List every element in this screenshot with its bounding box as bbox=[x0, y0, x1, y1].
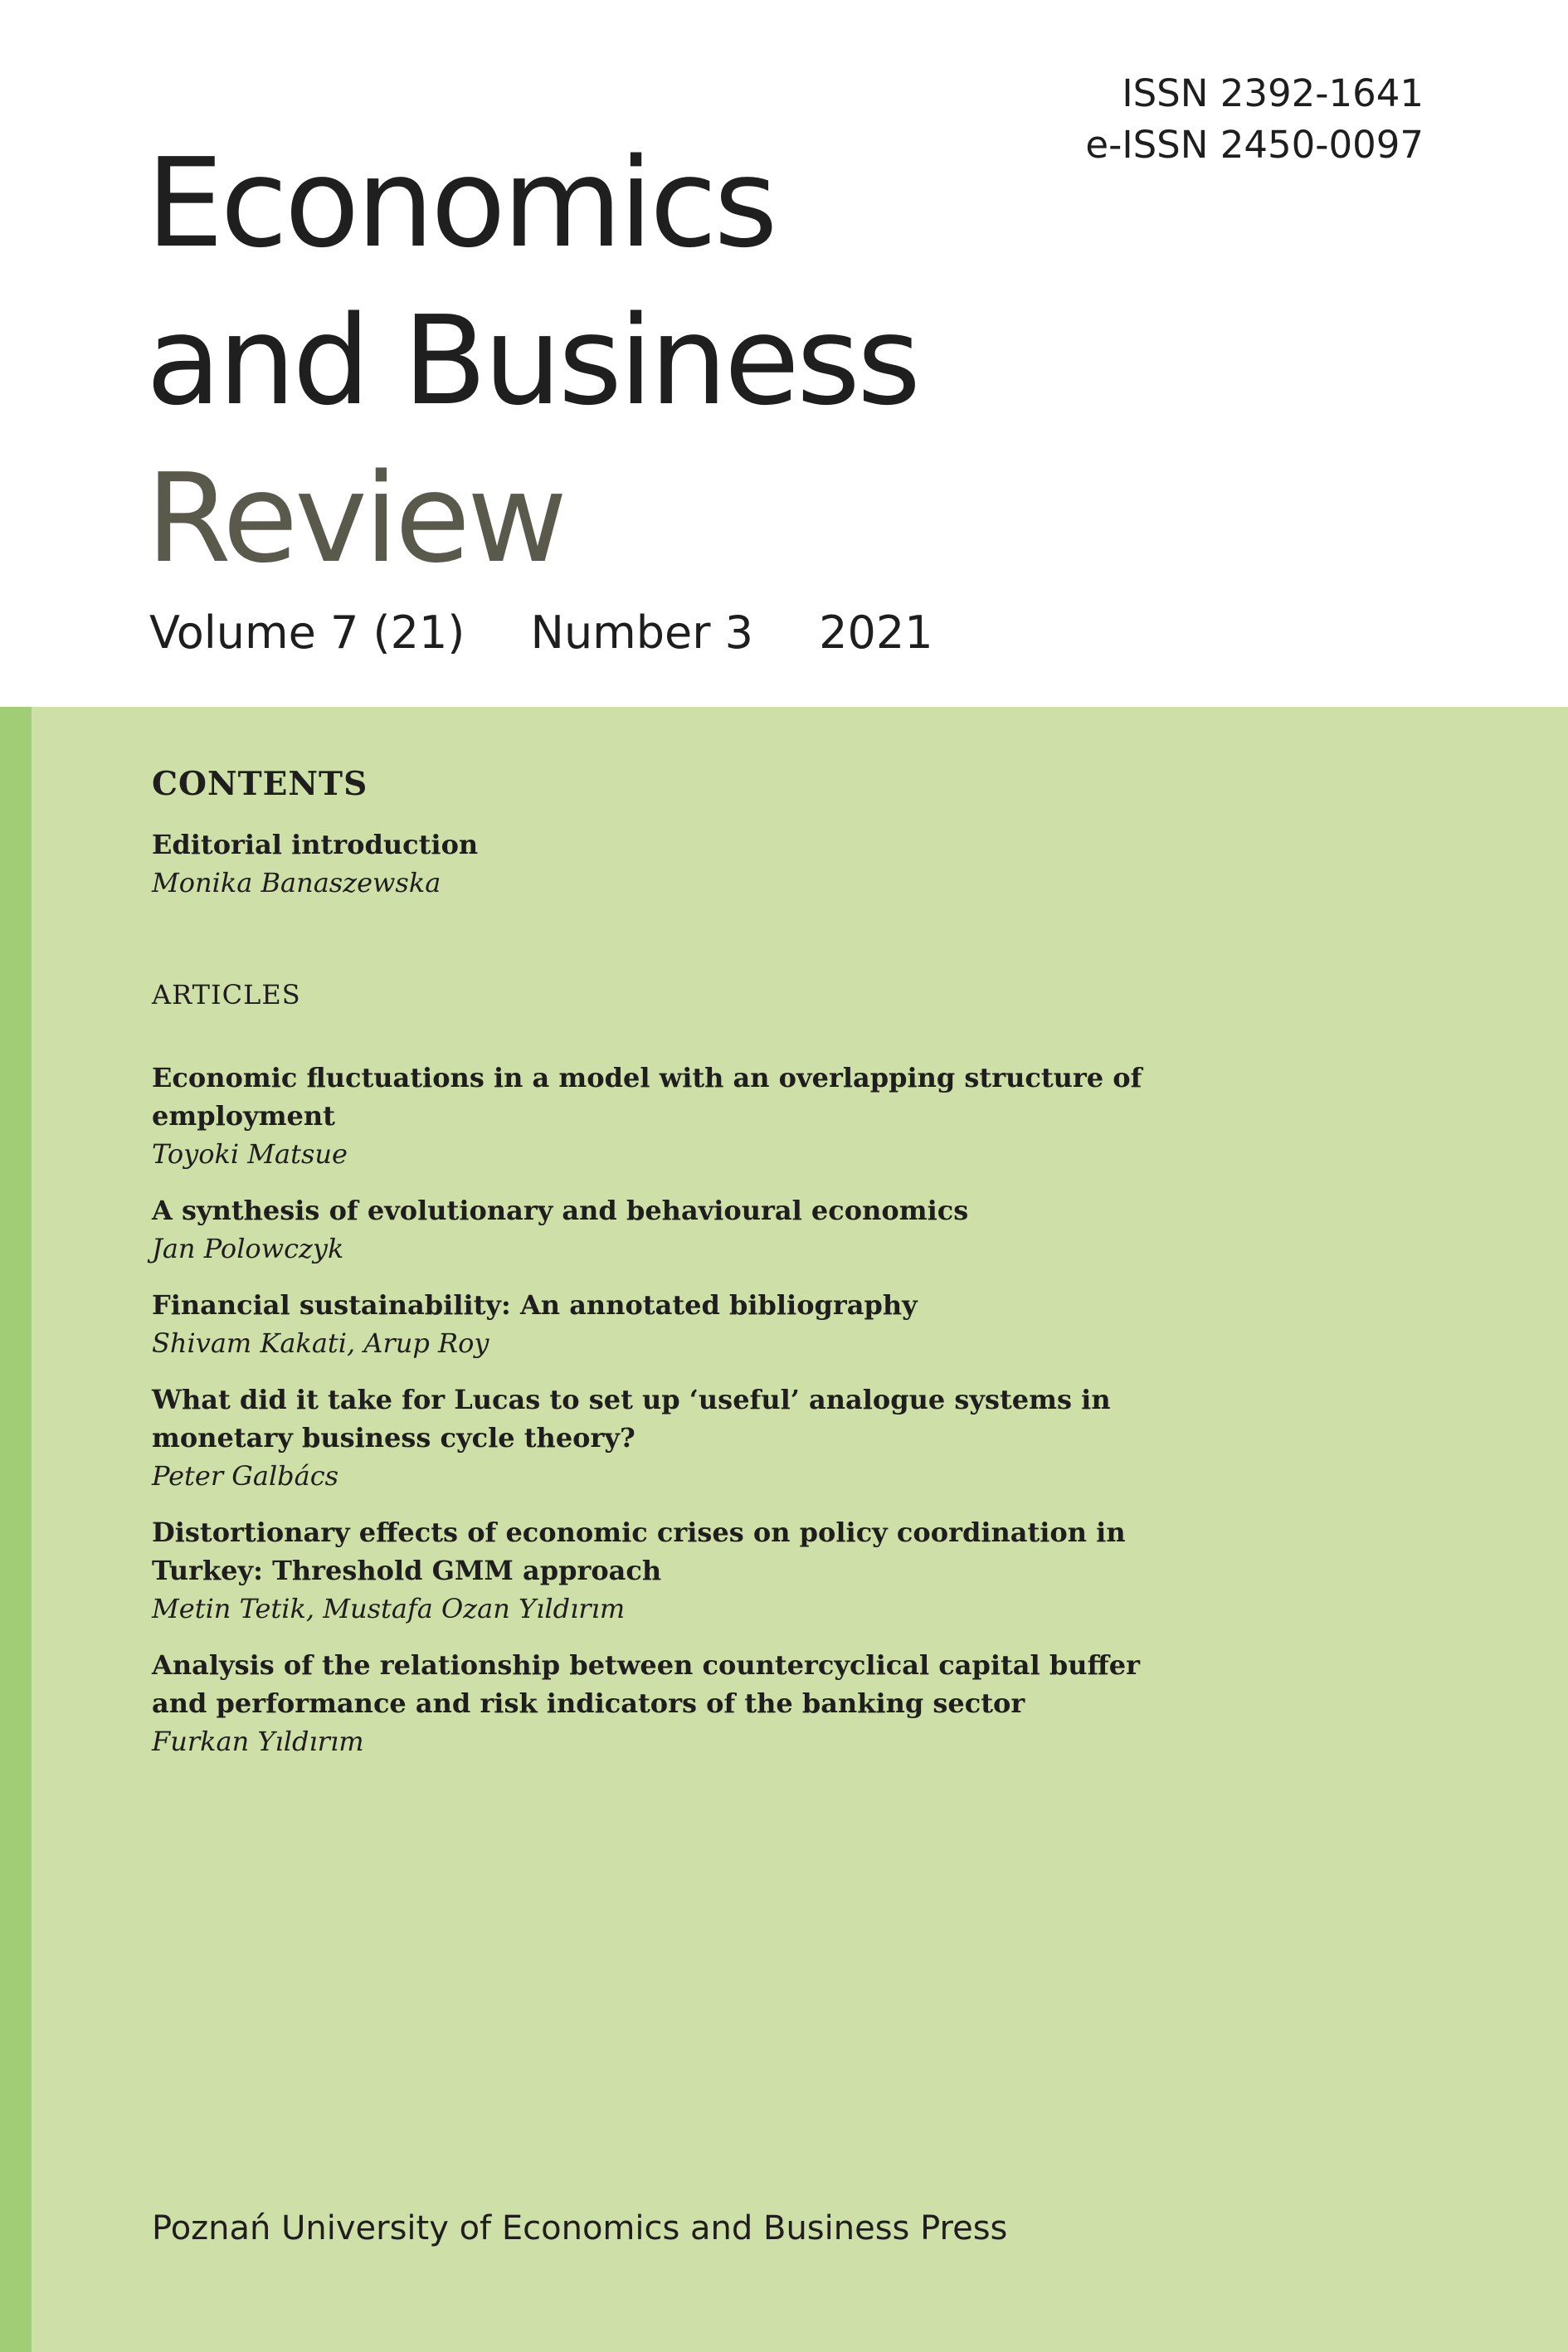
table-of-contents bbox=[152, 759, 1181, 1779]
side-stripe bbox=[0, 707, 32, 2352]
issue-number: Number 3 bbox=[530, 606, 753, 659]
article-entry[interactable] bbox=[152, 1513, 1181, 1628]
article-author: Shivam Kakati, Arup Roy bbox=[152, 1327, 489, 1359]
article-author: Jan Polowczyk bbox=[152, 1233, 344, 1264]
article-title: Distortionary effects of economic crises on policy coordination in Turkey: Threshold GMM approach bbox=[152, 1517, 1126, 1586]
article-entry[interactable] bbox=[152, 1646, 1181, 1760]
journal-title-line2: and Business bbox=[146, 290, 918, 432]
cover-header bbox=[0, 0, 1568, 707]
contents-heading: CONTENTS bbox=[152, 765, 368, 803]
editorial-entry[interactable] bbox=[152, 825, 1181, 902]
editorial-author: Monika Banaszewska bbox=[152, 867, 441, 898]
article-title: What did it take for Lucas to set up ‘useful’ analogue systems in monetary business cycle theory? bbox=[152, 1384, 1111, 1454]
journal-title bbox=[146, 124, 918, 597]
journal-title-line3: Review bbox=[146, 447, 565, 590]
article-entry[interactable] bbox=[152, 1191, 1181, 1268]
editorial-title: Editorial introduction bbox=[152, 829, 479, 860]
issue-info bbox=[149, 604, 933, 662]
article-entry[interactable] bbox=[152, 1286, 1181, 1362]
article-title: Economic fluctuations in a model with an overlapping structure of employment bbox=[152, 1062, 1142, 1132]
journal-title-line1: Economics bbox=[146, 132, 775, 275]
issn-block bbox=[1085, 68, 1424, 171]
articles-heading: ARTICLES bbox=[152, 979, 301, 1010]
article-title: Financial sustainability: An annotated bibliography bbox=[152, 1289, 918, 1321]
article-author: Peter Galbács bbox=[152, 1460, 339, 1492]
article-title: Analysis of the relationship between countercyclical capital buffer and performance and risk indicators of the banking sector bbox=[152, 1649, 1140, 1719]
article-entry[interactable] bbox=[152, 1381, 1181, 1495]
article-author: Furkan Yıldırım bbox=[152, 1726, 364, 1757]
publisher-name: Poznań University of Economics and Business Press bbox=[152, 2209, 1008, 2247]
article-author: Toyoki Matsue bbox=[152, 1138, 348, 1170]
articles-list bbox=[152, 1059, 1181, 1760]
issue-year: 2021 bbox=[819, 606, 933, 659]
issn-print: ISSN 2392-1641 bbox=[1122, 71, 1424, 115]
article-author: Metin Tetik, Mustafa Ozan Yıldırım bbox=[152, 1593, 626, 1624]
article-title: A synthesis of evolutionary and behavioural economics bbox=[152, 1195, 969, 1226]
issue-volume: Volume 7 (21) bbox=[149, 606, 465, 659]
issn-electronic: e-ISSN 2450-0097 bbox=[1085, 123, 1424, 167]
article-entry[interactable] bbox=[152, 1059, 1181, 1173]
